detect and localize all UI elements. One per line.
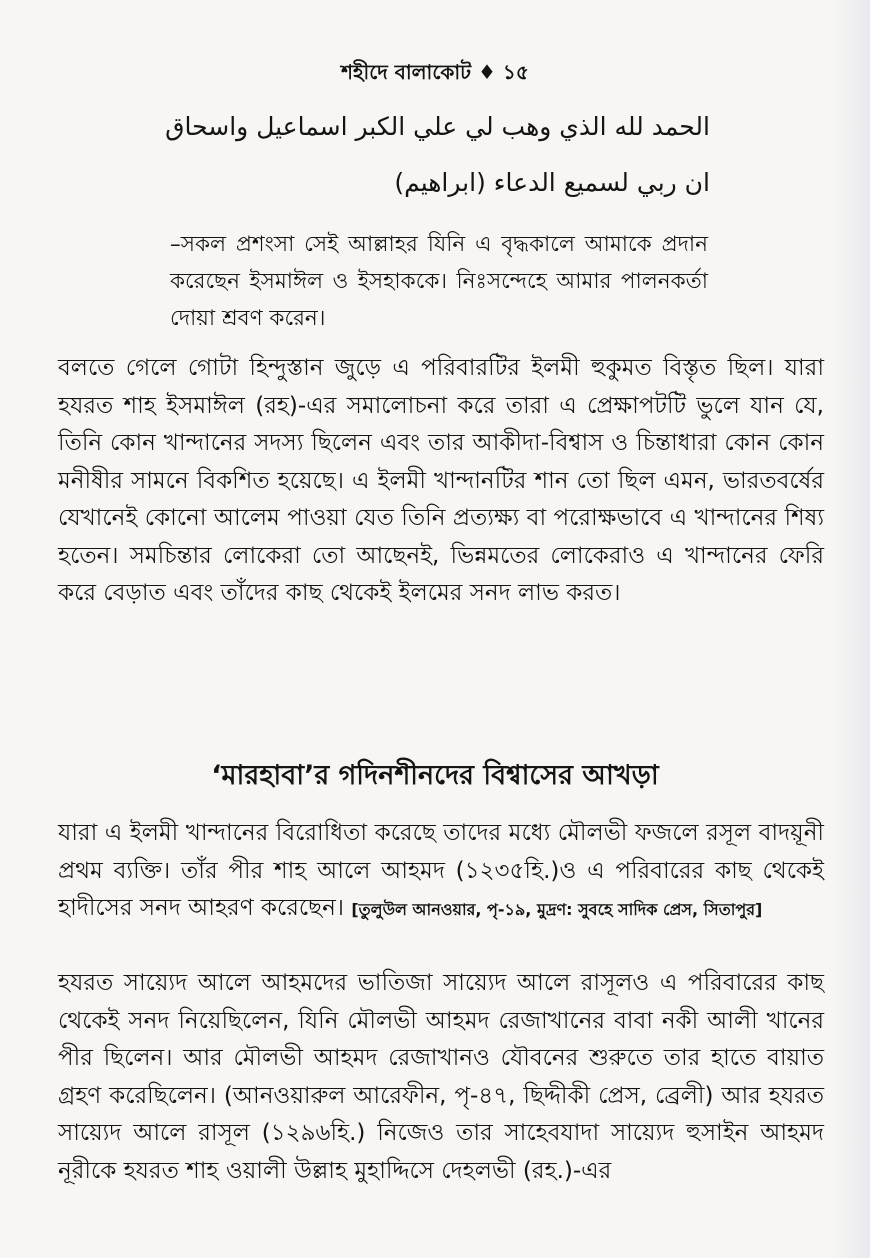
paragraph-1: বলতে গেলে গোটা হিন্দুস্তান জুড়ে এ পরিবারটির ইলমী হুকুমত বিস্তৃত ছিল। যারা হযরত শাহ ইসমাঈল (রহ)-এর সমালোচনা করে তারা এ প্রেক্ষাপটটি ভুলে যান যে, তিনি কোন খান্দানের সদস্য ছিলেন এবং তার আকীদা-বিশ্বাস ও চিন্তাধারা কোন কোন মনীষীর সামনে বিকশিত হয়েছে। এ ইলমী খান্দানটির শান তো ছিল এমন, ভারতবর্ষের যেখানেই কোনো আলেম পাওয়া যেত তিনি প্রত্যক্ষ্য বা পরোক্ষভাবে এ খান্দানের শিষ্য হতেন। সমচিন্তার লোকেরা তো আছেনই, ভিন্নমতের লোকেরাও এ খান্দানের ফেরি করে বেড়াত এবং তাঁদের কাছ থেকেই ইলমের সনদ লাভ করত। [58,355,824,606]
page-edge-bleed [832,0,870,1258]
paragraph-2 [58,815,824,929]
arabic-verse-line-2: ان ربي لسميع الدعاء (ابراهيم) [394,168,710,197]
running-header: শহীদে বালাকোট ♦ ১৫ [341,60,529,84]
paragraph-2-citation: [তুলুউল আনওয়ার, পৃ-১৯, মুদ্রণ: সুবহে সাদিক প্রেস, সিতাপুর] [351,900,763,919]
arabic-verse-line-1: الحمد لله الذي وهب لي علي الكبر اسماعيل واسحاق [165,112,710,141]
verse-translation: –সকল প্রশংসা সেই আল্লাহর যিনি এ বৃদ্ধকালে আমাকে প্রদান করেছেন ইসমাঈল ও ইসহাককে। নিঃসন্দেহে আমার পালনকর্তা দোয়া শ্রবণ করেন। [170,232,708,331]
paragraph-2-text: যারা এ ইলমী খান্দানের বিরোধিতা করেছে তাদের মধ্যে মৌলভী ফজলে রসূল বাদয়ূনী প্রথম ব্যক্তি। তাঁর পীর শাহ আলে আহমদ (১২৩৫হি.)ও এ পরিবারের কাছ থেকেই হাদীসের সনদ আহরণ করেছেন। [58,820,824,921]
section-heading: ‘মারহাবা’র গদিনশীনদের বিশ্বাসের আখড়া [211,760,659,791]
paragraph-3: হযরত সায়্যেদ আলে আহমদের ভাতিজা সায়্যেদ আলে রাসূলও এ পরিবারের কাছ থেকেই সনদ নিয়েছিলেন, যিনি মৌলভী আহমদ রেজাখানের বাবা নকী আলী খানের পীর ছিলেন। আর মৌলভী আহমদ রেজাখানও যৌবনের শুরুতে তার হাতে বায়াত গ্রহণ করেছিলেন। (আনওয়ারুল আরেফীন, পৃ-৪৭, ছিদ্দীকী প্রেস, ব্রেলী) আর হযরত সায়্যেদ আলে রাসূল (১২৯৬হি.) নিজেও তার সাহেবযাদা সায়্যেদ হুসাইন আহমদ নূরীকে হযরত শাহ ওয়ালী উল্লাহ মুহাদ্দিসে দেহলভী (রহ.)-এর [58,970,824,1184]
